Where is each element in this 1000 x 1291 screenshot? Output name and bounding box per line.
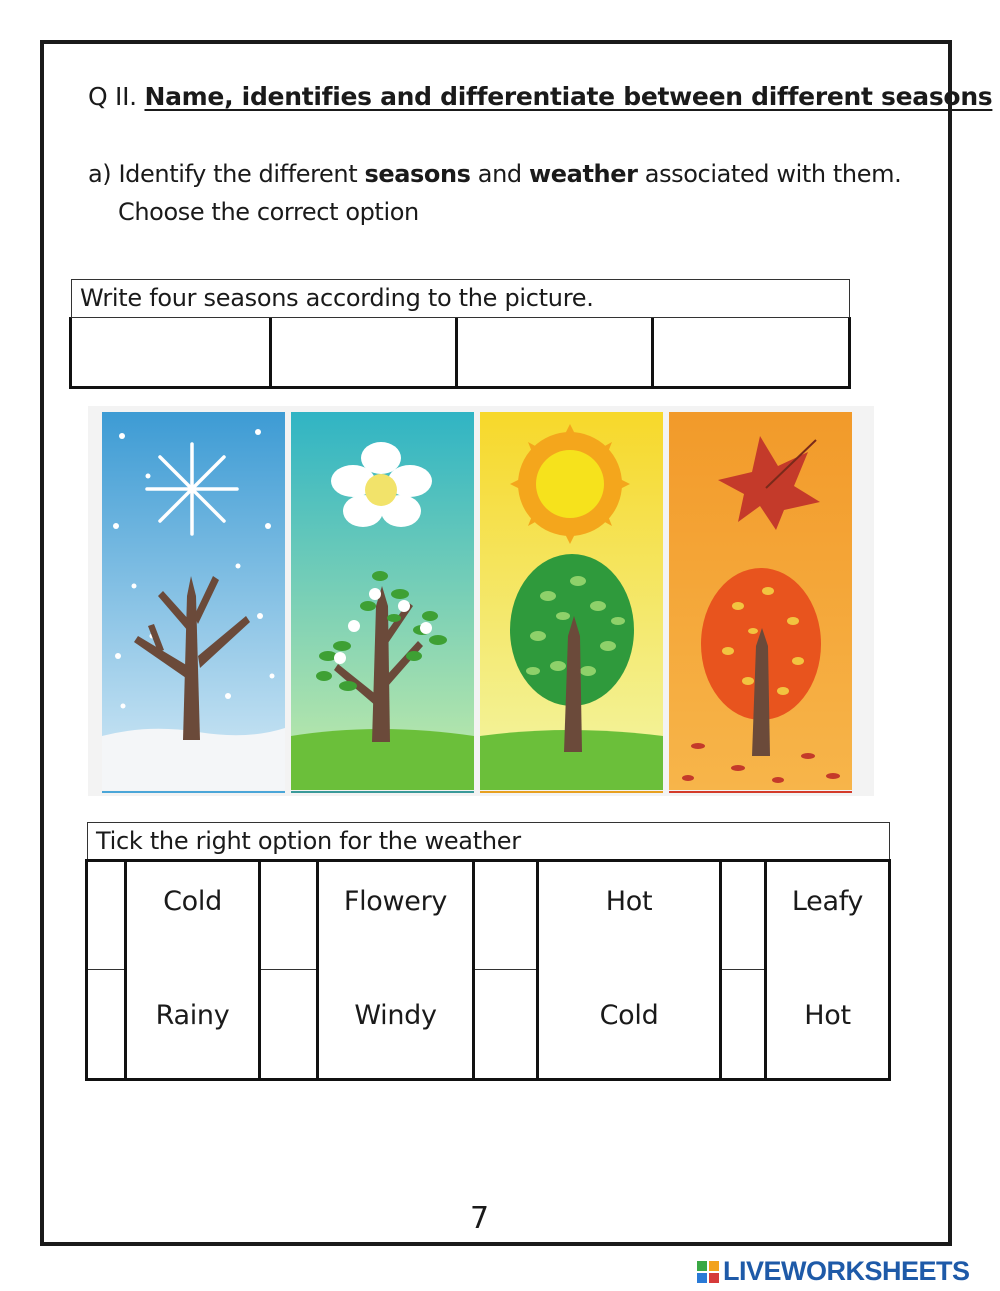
instruction-bold-seasons: seasons [364, 160, 471, 188]
option-label: Hot [605, 886, 653, 917]
season-answer-input-2[interactable] [269, 318, 455, 386]
tick-column-1 [88, 862, 127, 1078]
brand-name: LIVEWORKSHEETS [723, 1256, 970, 1286]
question-number: Q II. [88, 82, 137, 111]
liveworksheets-logo [697, 1256, 970, 1287]
tick-box-cold[interactable] [88, 862, 124, 970]
winter-panel [102, 412, 285, 792]
option-label: Cold [163, 886, 222, 917]
weather-options-table [85, 859, 891, 1081]
seasons-image [88, 406, 874, 796]
tick-column-3 [475, 862, 539, 1078]
option-column-2 [319, 862, 475, 1078]
logo-blocks-icon [697, 1261, 719, 1283]
instruction-text: associated with them. [637, 160, 902, 188]
tick-box-hot[interactable] [475, 862, 536, 970]
question-heading [88, 82, 992, 111]
seasons-box-label: Write four seasons according to the picture. [71, 279, 850, 319]
instruction-bold-weather: weather [529, 160, 638, 188]
tick-box-rainy[interactable] [88, 970, 124, 1078]
option-column-3 [539, 862, 722, 1078]
instruction-text: and [470, 160, 529, 188]
tick-column-4 [722, 862, 767, 1078]
tick-box-leafy[interactable] [722, 862, 764, 970]
option-label: Hot [804, 1000, 851, 1031]
tick-column-2 [261, 862, 319, 1078]
option-label: Windy [354, 1000, 437, 1031]
option-label: Rainy [155, 1000, 230, 1031]
seasons-illustration [88, 406, 874, 796]
tick-box-hot[interactable] [722, 970, 764, 1078]
option-label: Leafy [791, 886, 864, 917]
tick-box-flowery[interactable] [261, 862, 316, 970]
tick-box-windy[interactable] [261, 970, 316, 1078]
instruction-a-line1 [88, 160, 901, 188]
seasons-answer-row [69, 317, 851, 389]
season-answer-input-1[interactable] [72, 318, 269, 386]
sun-icon [510, 424, 630, 544]
instruction-text: a) Identify the different [88, 160, 365, 188]
page-number: 7 [470, 1201, 490, 1236]
season-answer-input-4[interactable] [651, 318, 848, 386]
option-column-4 [767, 862, 888, 1078]
tick-box-cold[interactable] [475, 970, 536, 1078]
spring-panel [291, 412, 474, 792]
option-label: Flowery [343, 886, 448, 917]
season-answer-input-3[interactable] [455, 318, 651, 386]
option-column-1 [127, 862, 261, 1078]
instruction-a-line2: Choose the correct option [118, 198, 419, 226]
autumn-panel [669, 412, 852, 792]
summer-panel [480, 412, 663, 792]
weather-box-label: Tick the right option for the weather [87, 822, 890, 862]
question-title: Name, identifies and differentiate between different seasons [144, 82, 993, 111]
snowflake-icon [147, 444, 237, 534]
option-label: Cold [599, 1000, 659, 1031]
